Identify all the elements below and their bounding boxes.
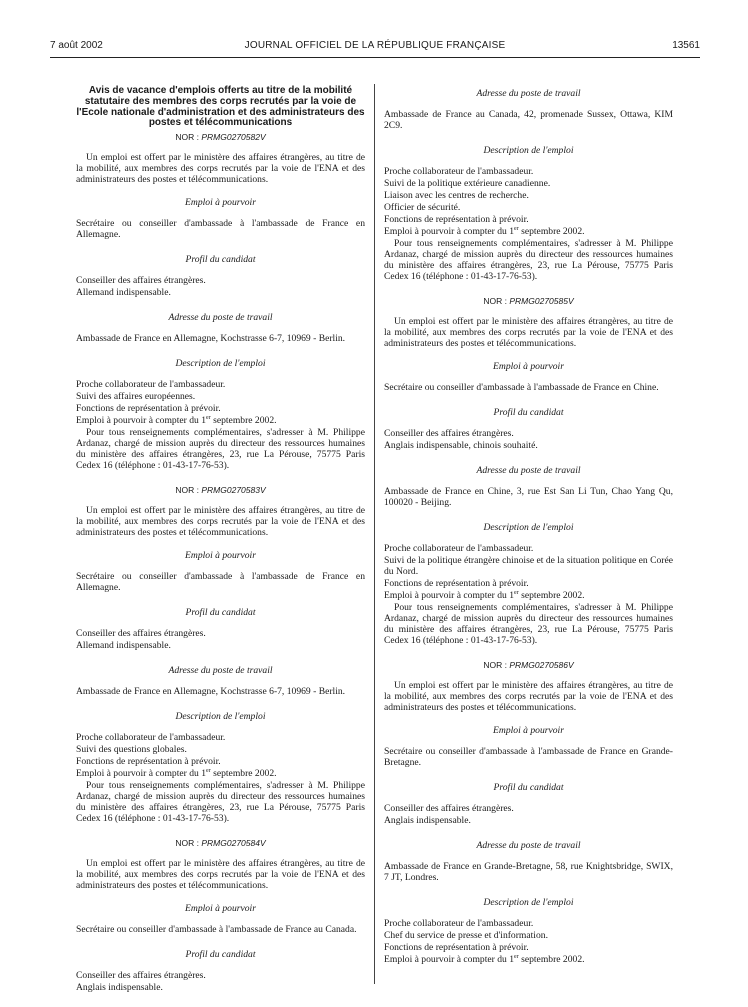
section-title-emploi: Emploi à pourvoir [493,725,564,736]
section-title-adresse: Adresse du poste de travail [476,840,581,851]
section-title-adresse: Adresse du poste de travail [476,88,581,99]
right-column [384,88,673,979]
emploi-body: Secrétaire ou conseiller d'ambassade à l'ambassade de France en Chine. [384,382,659,393]
section-title-profil: Profil du candidat [185,254,256,266]
description-body: Proche collaborateur de l'ambassadeur. Suivi de la politique étrangère chinoise et de la situation politique en Corée du Nord. Fonctions de représentation à prévoir. Emploi à pourvoir à compter du 1er septembre 2002. Pour tous renseignements complémentaires, s'adresser à M. Philippe Ardanaz, chargé de mission auprès du directeur des ressources humaines du ministère des affaires étrangères, 23, rue La Pérouse, 75775 Paris Cedex 16 (téléphone : 01-43-17-76-53). [384,543,673,646]
section-title-adresse: Adresse du poste de travail [168,665,273,677]
contact-info: Pour tous renseignements complémentaires, s'adresser à M. Philippe Ardanaz, chargé de mission auprès du directeur des ressources humaines du ministère des affaires étrangères, 23, rue La Pérouse, 75775 Paris Cedex 16 (téléphone : 01-43-17-76-53). [384,238,673,282]
header-rule [50,57,700,58]
nor-reference: NOR : PRMG0270584V [175,838,266,849]
profil-body: Conseiller des affaires étrangères. Anglais indispensable. [76,970,206,994]
section-title-adresse: Adresse du poste de travail [476,465,581,476]
section-title-emploi: Emploi à pourvoir [493,361,564,372]
profil-body: Conseiller des affaires étrangères. Allemand indispensable. [76,275,206,299]
emploi-body: Secrétaire ou conseiller d'ambassade à l'ambassade de France en Allemagne. [76,218,365,241]
notice-intro: Un emploi est offert par le ministère des affaires étrangères, au titre de la mobilité, aux membres des corps recrutés par la voie de l'ENA et des administrateurs des postes et télécommunications. [76,152,365,186]
column-separator [374,84,375,984]
nor-reference: NOR : PRMG0270585V [483,296,574,306]
notice-intro: Un emploi est offert par le ministère des affaires étrangères, au titre de la mobilité, aux membres des corps recrutés par la voie de l'ENA et des administrateurs des postes et télécommunications. [384,680,673,713]
date-pourvoir: Emploi à pourvoir à compter du 1er septembre 2002. [384,953,585,965]
adresse-body: Ambassade de France au Canada, 42, promenade Sussex, Ottawa, KIM 2C9. [384,109,673,131]
date-pourvoir: Emploi à pourvoir à compter du 1er septembre 2002. [76,415,277,427]
section-title-profil: Profil du candidat [493,782,564,793]
profil-body: Conseiller des affaires étrangères. Anglais indispensable. [384,803,514,826]
section-title-description: Description de l'emploi [175,358,266,370]
nor-reference: NOR : PRMG0270586V [483,660,574,670]
page-number: 13561 [672,40,700,51]
profil-body: Conseiller des affaires étrangères. Anglais indispensable, chinois souhaité. [384,428,538,451]
notice-intro: Un emploi est offert par le ministère des affaires étrangères, au titre de la mobilité, aux membres des corps recrutés par la voie de l'ENA et des administrateurs des postes et télécommunications. [384,316,673,349]
adresse-body: Ambassade de France en Chine, 3, rue Est San Li Tun, Chao Yang Qu, 100020 - Beijing. [384,486,673,508]
main-heading: Avis de vacance d'emplois offerts au titre de la mobilité statutaire des membres des corps recrutés par la voie de l'Ecole nationale d'administration et des administrateurs des postes et télécommunications [76,85,365,129]
emploi-body: Secrétaire ou conseiller d'ambassade à l'ambassade de France au Canada. [76,924,357,936]
contact-info: Pour tous renseignements complémentaires, s'adresser à M. Philippe Ardanaz, chargé de mission auprès du directeur des ressources humaines du ministère des affaires étrangères, 23, rue La Pérouse, 75775 Paris Cedex 16 (téléphone : 01-43-17-76-53). [384,602,673,646]
contact-info: Pour tous renseignements complémentaires, s'adresser à M. Philippe Ardanaz, chargé de mission auprès du directeur des ressources humaines du ministère des affaires étrangères, 23, rue La Pérouse, 75775 Paris Cedex 16 (téléphone : 01-43-17-76-53). [76,780,365,825]
section-title-description: Description de l'emploi [483,897,574,908]
journal-title: JOURNAL OFFICIEL DE LA RÉPUBLIQUE FRANÇAISE [244,40,506,51]
emploi-body: Secrétaire ou conseiller d'ambassade à l'ambassade de France en Grande-Bretagne. [384,746,673,768]
notice-intro: Un emploi est offert par le ministère des affaires étrangères, au titre de la mobilité, aux membres des corps recrutés par la voie de l'ENA et des administrateurs des postes et télécommunications. [76,505,365,539]
description-body: Proche collaborateur de l'ambassadeur. Chef du service de presse et d'information. Fonctions de représentation à prévoir. Emploi à pourvoir à compter du 1er septembre 2002. [384,918,673,965]
section-title-emploi: Emploi à pourvoir [185,550,256,562]
section-title-profil: Profil du candidat [185,607,256,619]
section-title-description: Description de l'emploi [483,145,574,156]
section-title-description: Description de l'emploi [483,522,574,533]
adresse-body: Ambassade de France en Grande-Bretagne, 58, rue Knightsbridge, SWIX, 7 JT, Londres. [384,861,673,883]
contact-info: Pour tous renseignements complémentaires, s'adresser à M. Philippe Ardanaz, chargé de mission auprès du directeur des ressources humaines du ministère des affaires étrangères, 23, rue La Pérouse, 75775 Paris Cedex 16 (téléphone : 01-43-17-76-53). [76,427,365,472]
section-title-profil: Profil du candidat [493,407,564,418]
section-title-profil: Profil du candidat [185,949,256,961]
section-title-emploi: Emploi à pourvoir [185,197,256,209]
notice-intro: Un emploi est offert par le ministère des affaires étrangères, au titre de la mobilité, aux membres des corps recrutés par la voie de l'ENA et des administrateurs des postes et télécommunications. [76,858,365,892]
date-pourvoir: Emploi à pourvoir à compter du 1er septembre 2002. [76,768,277,780]
adresse-body: Ambassade de France en Allemagne, Kochstrasse 6-7, 10969 - Berlin. [76,686,346,698]
date-pourvoir: Emploi à pourvoir à compter du 1er septembre 2002. [384,589,585,601]
date-pourvoir: Emploi à pourvoir à compter du 1er septembre 2002. [384,225,585,237]
left-column [76,85,365,1007]
description-body: Proche collaborateur de l'ambassadeur. Suivi de la politique extérieure canadienne. Liaison avec les centres de recherche. Officier de sécurité. Fonctions de représentation à prévoir. Emploi à pourvoir à compter du 1er septembre 2002. Pour tous renseignements complémentaires, s'adresser à M. Philippe Ardanaz, chargé de mission auprès du directeur des ressources humaines du ministère des affaires étrangères, 23, rue La Pérouse, 75775 Paris Cedex 16 (téléphone : 01-43-17-76-53). [384,166,673,282]
section-title-description: Description de l'emploi [175,711,266,723]
running-header [50,40,700,56]
adresse-body: Ambassade de France en Allemagne, Kochstrasse 6-7, 10969 - Berlin. [76,333,346,345]
emploi-body: Secrétaire ou conseiller d'ambassade à l'ambassade de France en Allemagne. [76,571,365,594]
nor-reference: NOR : PRMG0270583V [175,485,266,496]
profil-body: Conseiller des affaires étrangères. Allemand indispensable. [76,628,206,652]
issue-date: 7 août 2002 [50,40,103,51]
section-title-adresse: Adresse du poste de travail [168,312,273,324]
description-body: Proche collaborateur de l'ambassadeur. Suivi des affaires européennes. Fonctions de représentation à prévoir. Emploi à pourvoir à compter du 1er septembre 2002. Pour tous renseignements complémentaires, s'adresser à M. Philippe Ardanaz, chargé de mission auprès du directeur des ressources humaines du ministère des affaires étrangères, 23, rue La Pérouse, 75775 Paris Cedex 16 (téléphone : 01-43-17-76-53). [76,379,365,472]
section-title-emploi: Emploi à pourvoir [185,903,256,915]
nor-reference: NOR : PRMG0270582V [175,132,266,143]
description-body: Proche collaborateur de l'ambassadeur. Suivi des questions globales. Fonctions de représentation à prévoir. Emploi à pourvoir à compter du 1er septembre 2002. Pour tous renseignements complémentaires, s'adresser à M. Philippe Ardanaz, chargé de mission auprès du directeur des ressources humaines du ministère des affaires étrangères, 23, rue La Pérouse, 75775 Paris Cedex 16 (téléphone : 01-43-17-76-53). [76,732,365,825]
